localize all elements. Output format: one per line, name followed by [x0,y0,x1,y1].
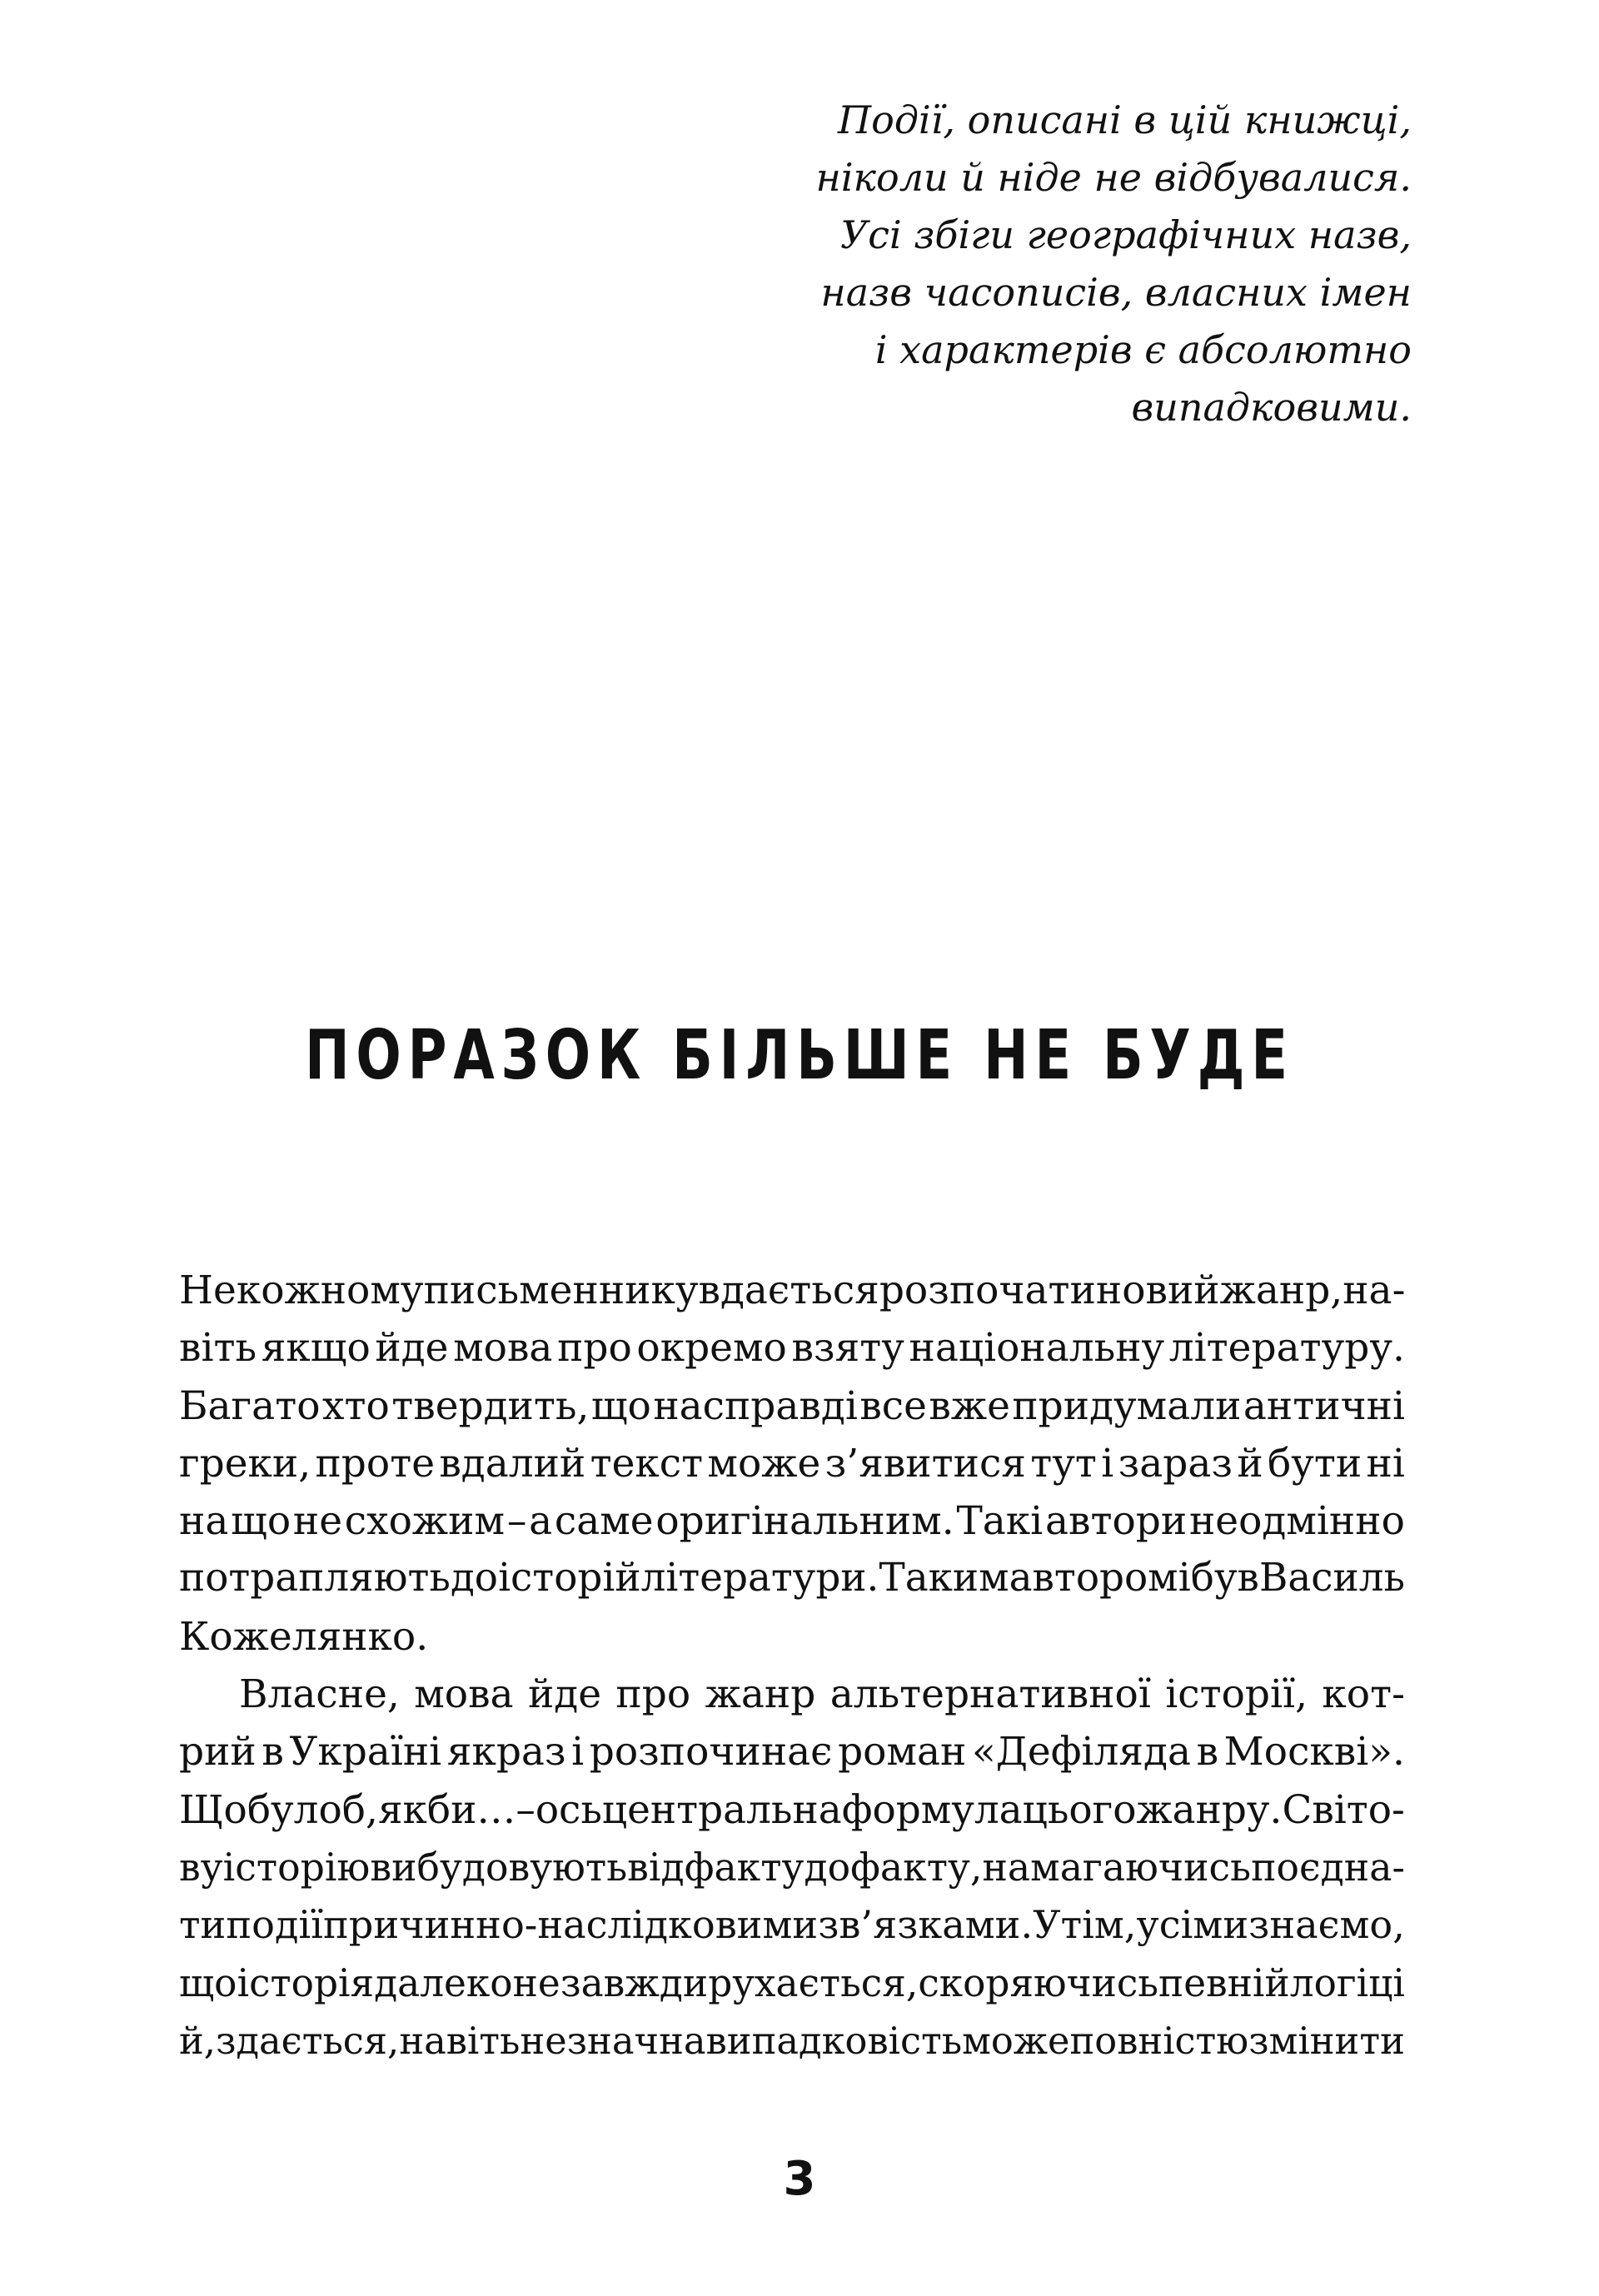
body-word: жанру. [1136,1786,1283,1833]
body-word: було [247,1786,342,1833]
body-word: до [450,1556,498,1601]
body-word: ти [179,1902,227,1948]
body-word: письменнику [423,1268,699,1313]
body-word: йде [375,1325,449,1372]
body-word: логіці [1289,1960,1405,2005]
body-line [179,1955,1405,2012]
body-word: Світо- [1282,1786,1405,1833]
body-word: вибудовують [370,1845,628,1890]
body-word: вдалий [439,1440,586,1487]
body-word: новий [1095,1268,1220,1313]
body-word: жанр, [1219,1268,1343,1313]
body-word: і [1178,1556,1191,1601]
body-word: твердить, [391,1382,590,1429]
body-line [179,2012,1405,2069]
body-word: причинно-наслідковими [323,1902,819,1948]
body-word: придумали [1012,1382,1242,1429]
body-word: Василь [1258,1556,1405,1601]
body-word: далеко [374,1960,513,2005]
body-word: б, [341,1786,378,1833]
body-word: кот- [1322,1671,1405,1718]
body-word: що [231,1498,291,1545]
body-word: з’явитися [824,1440,1026,1487]
body-line [179,1839,1405,1896]
body-word: історія [237,1960,375,2005]
body-word: зараз [1118,1440,1233,1487]
body-word: – [516,1786,535,1833]
body-word: в [262,1729,284,1776]
body-word: бути [1267,1440,1362,1487]
body-word: мова [414,1671,514,1718]
body-word: проте [315,1440,436,1487]
body-word: літератури. [640,1556,879,1601]
body-word: якщо [261,1325,371,1372]
body-word: завжди [560,1960,709,2005]
body-word: розпочинає [589,1729,833,1776]
body-word: до [804,1845,851,1890]
body-word: від [627,1845,685,1890]
body-word: греки, [179,1440,311,1487]
body-word: Таким [879,1556,1009,1601]
body-line [179,1319,1405,1377]
body-word: на [179,1498,229,1545]
body-word: текст [590,1440,704,1487]
body-word: події [226,1902,323,1948]
body-word: національну [909,1325,1165,1372]
body-word: певній [1158,1960,1290,2005]
body-word: а [529,1498,553,1545]
body-word: Багато [179,1382,321,1429]
body-word: й, [179,2018,217,2063]
body-word: автори [1044,1498,1188,1545]
body-word: ми [1193,1902,1249,1948]
body-word: ось [535,1786,602,1833]
body-word: й [1237,1440,1263,1487]
body-text [179,1262,1405,2069]
body-word: не [292,1498,343,1545]
epigraph-line: ніколи й ніде не відбувалися. [815,155,1412,200]
body-line [179,1781,1405,1839]
body-word: факту, [850,1845,983,1890]
body-word: рий [179,1729,257,1776]
body-word: «Дефіляда [971,1729,1192,1776]
epigraph-line: Події, описані в цій книжці, [838,97,1412,142]
body-word: історію [222,1845,371,1890]
body-word: випадковість [705,2018,963,2063]
body-word: не [512,1960,560,2005]
body-word: незначна [520,2018,706,2063]
body-word: цього [1022,1786,1137,1833]
body-word: Такі [956,1498,1044,1545]
body-word: формула [841,1786,1023,1833]
body-word: ву [179,1845,223,1890]
body-line [179,1492,1405,1550]
body-word: античні [1243,1382,1405,1429]
body-word: окремо [636,1325,787,1372]
epigraph-line: назв часописів, власних імен [820,270,1412,315]
body-word: що [590,1382,651,1429]
body-word: може [962,2018,1070,2063]
page-number: 3 [783,2152,816,2206]
body-line [179,1723,1405,1781]
body-word: поєдна- [1251,1845,1405,1890]
body-word: взяту [791,1325,904,1372]
body-word: історій [498,1556,641,1601]
body-word: вже [929,1382,1010,1429]
body-word: схожим [344,1498,506,1545]
body-word: оригінальним. [655,1498,954,1545]
body-word: йде [527,1671,602,1718]
body-word: історії, [1165,1671,1308,1718]
body-line [179,1377,1405,1435]
body-word: про [615,1671,691,1718]
body-word: тут [1030,1440,1097,1487]
body-line [179,1262,1405,1319]
body-line [179,1666,1405,1723]
body-word: Москві». [1223,1729,1405,1776]
body-word: може [707,1440,821,1487]
body-word: в [1196,1729,1219,1776]
body-word: і [1101,1440,1114,1487]
body-word: насправді [653,1382,858,1429]
epigraph-line: і характерів є абсолютно [874,327,1412,372]
body-word: здається, [216,2018,400,2063]
body-word: навіть [399,2018,521,2063]
body-word: зв’язками. [818,1902,1034,1948]
body-line [179,1896,1405,1954]
body-word: центральна [601,1786,842,1833]
body-word: і [571,1729,585,1776]
body-word: Утім, [1033,1902,1137,1948]
body-word: альтернативної [829,1671,1151,1718]
body-word: розпочати [879,1268,1096,1313]
epigraph-line: Усі збіги географічних назв, [839,212,1412,257]
body-word: якби… [377,1786,516,1833]
body-word: автором [1009,1556,1178,1601]
body-word: намагаючись [982,1845,1252,1890]
body-word: жанр [705,1671,816,1718]
body-word: якраз [446,1729,566,1776]
body-word: віть [179,1325,257,1372]
body-word: літературу. [1168,1325,1405,1372]
body-line [179,1435,1405,1492]
epigraph [729,92,1412,436]
body-word: кожному [236,1268,424,1313]
epigraph-line: випадковими. [1131,385,1412,430]
body-word: ні [1366,1440,1405,1487]
body-word: – [506,1498,527,1545]
body-word: все [859,1382,927,1429]
body-word: рухається, [708,1960,919,2005]
body-line: Кожелянко. [179,1613,429,1660]
body-word: Що [179,1786,247,1833]
body-word: Власне, [239,1671,400,1718]
body-word: що [179,1960,237,2005]
body-word: роман [838,1729,967,1776]
chapter-title: ПОРАЗОК БІЛЬШЕ НЕ БУДЕ [305,1016,1294,1095]
body-word: Україні [289,1729,442,1776]
body-word: на- [1342,1268,1406,1313]
body-word: скоряючись [918,1960,1158,2005]
body-word: був [1190,1556,1259,1601]
body-word: усі [1136,1902,1193,1948]
body-word: хто [321,1382,390,1429]
body-word: факту [684,1845,804,1890]
body-word: саме [554,1498,654,1545]
body-word: знаємо, [1248,1902,1405,1948]
body-word: повністю [1069,2018,1249,2063]
body-word: мова [453,1325,553,1372]
body-word: потрапляють [179,1556,451,1601]
body-word: змінити [1248,2018,1405,2063]
body-word: вдається [698,1268,879,1313]
body-word: Не [179,1268,237,1313]
body-word: неодмінно [1188,1498,1405,1545]
body-word: про [557,1325,632,1372]
body-line [179,1550,1405,1607]
